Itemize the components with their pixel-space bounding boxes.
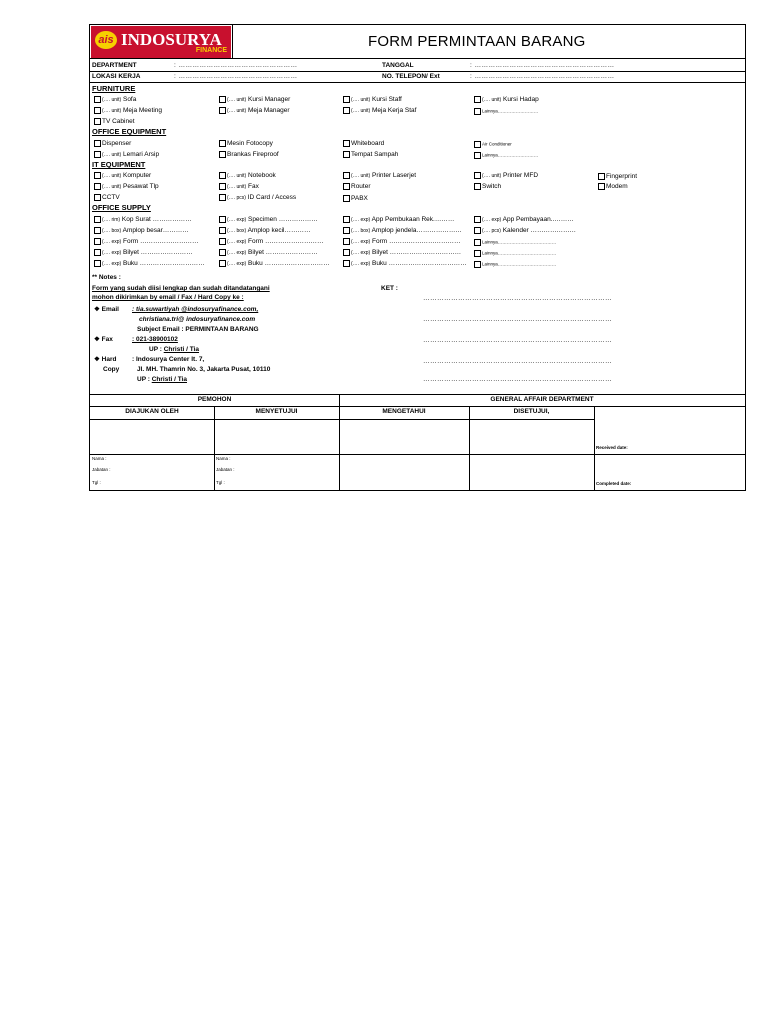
- hard-copy-label-2: Copy: [103, 366, 120, 373]
- section-it-equipment: IT EQUIPMENT: [92, 160, 146, 169]
- diajukan-header: DIAJUKAN OLEH: [125, 408, 179, 415]
- fax-up: UP : Christi / Tia: [149, 346, 199, 353]
- lokasi-label: LOKASI KERJA: [92, 73, 141, 80]
- divider: [90, 71, 745, 72]
- item-printer-mfd[interactable]: (…. unit) Printer MFD: [474, 172, 538, 180]
- divider: [214, 406, 215, 490]
- divider: [594, 406, 595, 490]
- checkbox[interactable]: [94, 118, 101, 125]
- checkbox[interactable]: [219, 249, 226, 256]
- checkbox[interactable]: [343, 260, 350, 267]
- item-specimen[interactable]: (…. exp) Specimen ………………: [219, 216, 318, 224]
- item-app-pembayaan[interactable]: (…. exp) App Pembayaan..………: [474, 216, 574, 224]
- checkbox[interactable]: [343, 238, 350, 245]
- item-amplop-jendela[interactable]: (…. box) Amplop jendela…………………: [343, 227, 462, 235]
- logo-mark: ais: [95, 31, 117, 49]
- hard-copy-label: ❖ Hard: [94, 356, 117, 363]
- department-field[interactable]: : ……………………………………………: [174, 62, 298, 69]
- fax-label: ❖ Fax: [94, 336, 113, 343]
- lokasi-field[interactable]: : ……………………………………………: [174, 73, 298, 80]
- disetujui-header: DISETUJUI,: [513, 408, 550, 415]
- checkbox[interactable]: [219, 183, 226, 190]
- item-cctv[interactable]: CCTV: [94, 194, 120, 202]
- checkbox[interactable]: [598, 173, 605, 180]
- checkbox[interactable]: [343, 172, 350, 179]
- item-buku-3[interactable]: (…. exp) Buku ………………………………: [343, 260, 467, 268]
- divider: [90, 58, 745, 59]
- item-amplop-kecil[interactable]: (…. box) Amplop kecil…………: [219, 227, 310, 235]
- section-office-equipment: OFFICE EQUIPMENT: [92, 127, 167, 136]
- checkbox[interactable]: [219, 238, 226, 245]
- item-kalender[interactable]: (…. pcs) Kalender …………………: [474, 227, 576, 235]
- hard-copy-up: UP : Christi / Tia: [137, 376, 187, 383]
- item-kursi-staff[interactable]: (…. unit) Kursi Staff: [343, 96, 402, 104]
- checkbox[interactable]: [474, 250, 481, 257]
- telepon-field[interactable]: : ……………………………………………………: [470, 73, 615, 80]
- notes-label: ** Notes :: [92, 274, 121, 281]
- checkbox[interactable]: [94, 260, 101, 267]
- item-supply-lainnya-3[interactable]: Lainnya…………………………………: [474, 261, 556, 268]
- checkbox[interactable]: [94, 96, 101, 103]
- jabatan-label-1: Jabatan :: [92, 467, 111, 472]
- nama-label-2: Nama :: [216, 456, 231, 461]
- checkbox[interactable]: [343, 183, 350, 190]
- checkbox[interactable]: [219, 227, 226, 234]
- checkbox[interactable]: [94, 227, 101, 234]
- divider: [469, 406, 470, 490]
- item-pesawat-tlp[interactable]: (…. unit) Pesawat Tlp: [94, 183, 159, 191]
- gad-header: GENERAL AFFAIR DEPARTMENT: [490, 396, 594, 403]
- item-buku-2[interactable]: (…. exp) Buku …………………………: [219, 260, 330, 268]
- item-meja-manager[interactable]: (…. unit) Meja Manager: [219, 107, 290, 115]
- checkbox[interactable]: [474, 261, 481, 268]
- checkbox[interactable]: [474, 152, 481, 159]
- item-sofa[interactable]: (…. unit) Sofa: [94, 96, 136, 104]
- checkbox[interactable]: [94, 107, 101, 114]
- item-bilyet-2[interactable]: (…. exp) Bilyet ……………………: [219, 249, 318, 257]
- checkbox[interactable]: [343, 96, 350, 103]
- department-label: DEPARTMENT: [92, 62, 137, 69]
- email-address-2[interactable]: christiana.tri@ indosuryafinance.com: [139, 316, 256, 323]
- item-form-3[interactable]: (…. exp) Form ……………………………: [343, 238, 460, 246]
- divider: [90, 454, 745, 455]
- divider: [90, 406, 745, 407]
- telepon-label: NO. TELEPON/ Ext: [382, 73, 440, 80]
- ket-line-3[interactable]: ………………………………………………………………………: [423, 337, 612, 344]
- checkbox[interactable]: [219, 194, 226, 201]
- checkbox[interactable]: [94, 194, 101, 201]
- checkbox[interactable]: [474, 183, 481, 190]
- form-title: FORM PERMINTAAN BARANG: [368, 33, 586, 50]
- item-supply-lainnya-2[interactable]: Lainnya…………………………………: [474, 250, 556, 257]
- item-kursi-manager[interactable]: (…. unit) Kursi Manager: [219, 96, 290, 104]
- checkbox[interactable]: [219, 151, 226, 158]
- checkbox[interactable]: [94, 140, 101, 147]
- tanggal-label: TANGGAL: [382, 62, 414, 69]
- item-meja-kerja-staf[interactable]: (…. unit) Meja Kerja Staf: [343, 107, 416, 115]
- checkbox[interactable]: [474, 227, 481, 234]
- divider: [232, 25, 233, 58]
- address-line-1: : Indosurya Center lt. 7,: [132, 356, 205, 363]
- email-label: ❖ Email: [94, 306, 119, 313]
- notes-line-1: Form yang sudah diisi lengkap dan sudah ditandatangani: [92, 285, 270, 292]
- checkbox[interactable]: [598, 183, 605, 190]
- divider: [339, 394, 340, 490]
- checkbox[interactable]: [474, 216, 481, 223]
- item-tv-cabinet[interactable]: TV Cabinet: [94, 118, 135, 126]
- notes-line-2: mohon dikirimkan by email / Fax / Hard Copy ke :: [92, 294, 244, 301]
- item-komputer[interactable]: (…. unit) Komputer: [94, 172, 151, 180]
- divider: [90, 394, 745, 395]
- item-supply-lainnya-1[interactable]: Lainnya…………………………………: [474, 239, 556, 246]
- checkbox[interactable]: [219, 107, 226, 114]
- item-whiteboard[interactable]: Whiteboard: [343, 140, 384, 148]
- item-dispenser[interactable]: Dispenser: [94, 140, 131, 148]
- checkbox[interactable]: [474, 239, 481, 246]
- item-tempat-sampah[interactable]: Tempat Sampah: [343, 151, 398, 159]
- item-modem[interactable]: Modem: [598, 183, 628, 191]
- nama-label-1: Nama :: [92, 456, 107, 461]
- tgl-label-2: Tgl :: [216, 480, 225, 485]
- item-buku[interactable]: (…. exp) Buku …………………………: [94, 260, 205, 268]
- checkbox[interactable]: [219, 96, 226, 103]
- checkbox[interactable]: [343, 140, 350, 147]
- checkbox[interactable]: [343, 151, 350, 158]
- item-air-conditioner[interactable]: Air Conditioner: [474, 141, 512, 148]
- checkbox[interactable]: [343, 249, 350, 256]
- item-switch[interactable]: Switch: [474, 183, 501, 191]
- email-subject: Subject Email : PERMINTAAN BARANG: [137, 326, 259, 333]
- item-bilyet-3[interactable]: (…. exp) Bilyet ……………………………: [343, 249, 461, 257]
- divider: [90, 419, 594, 420]
- tgl-label-1: Tgl :: [92, 480, 101, 485]
- item-brankas[interactable]: Brankas Fireproof: [219, 151, 279, 159]
- email-address-1[interactable]: : tia.suwartiyah @indosuryafinance.com,: [132, 306, 259, 313]
- item-furniture-lainnya[interactable]: Lainnya………………………: [474, 108, 538, 115]
- item-kursi-hadap[interactable]: (…. unit) Kursi Hadap: [474, 96, 539, 104]
- section-furniture: FURNITURE: [92, 84, 136, 93]
- ket-line-1[interactable]: ………………………………………………………………………: [423, 295, 612, 302]
- item-fingerprint[interactable]: Fingerprint: [598, 173, 637, 181]
- checkbox[interactable]: [343, 216, 350, 223]
- checkbox[interactable]: [219, 216, 226, 223]
- address-line-2: Jl. MH. Thamrin No. 3, Jakarta Pusat, 10110: [137, 366, 271, 373]
- item-notebook[interactable]: (…. unit) Notebook: [219, 172, 276, 180]
- item-app-pembukaan[interactable]: (…. exp) App Pembukaan Rek.………: [343, 216, 454, 224]
- checkbox[interactable]: [94, 172, 101, 179]
- checkbox[interactable]: [219, 140, 226, 147]
- item-lemari-arsip[interactable]: (…. unit) Lemari Arsip: [94, 151, 159, 159]
- checkbox[interactable]: [219, 260, 226, 267]
- checkbox[interactable]: [94, 216, 101, 223]
- ket-line-2[interactable]: ………………………………………………………………………: [423, 316, 612, 323]
- jabatan-label-2: Jabatan :: [216, 467, 235, 472]
- ket-label: KET :: [381, 285, 398, 292]
- request-form: [89, 24, 746, 491]
- checkbox[interactable]: [474, 96, 481, 103]
- item-printer-laserjet[interactable]: (…. unit) Printer Laserjet: [343, 172, 416, 180]
- checkbox[interactable]: [94, 183, 101, 190]
- item-kop-surat[interactable]: (…. rim) Kop Surat ………………: [94, 216, 192, 224]
- section-office-supply: OFFICE SUPPLY: [92, 203, 151, 212]
- company-logo: [91, 26, 231, 58]
- checkbox[interactable]: [94, 238, 101, 245]
- item-bilyet[interactable]: (…. exp) Bilyet ……………………: [94, 249, 193, 257]
- tanggal-field[interactable]: : ……………………………………………………: [470, 62, 615, 69]
- checkbox[interactable]: [94, 249, 101, 256]
- item-fax[interactable]: (…. unit) Fax: [219, 183, 259, 191]
- checkbox[interactable]: [343, 107, 350, 114]
- mengetahui-header: MENGETAHUI: [382, 408, 426, 415]
- checkbox[interactable]: [94, 151, 101, 158]
- checkbox[interactable]: [474, 108, 481, 115]
- completed-date[interactable]: Completed date:: [596, 481, 632, 486]
- received-date[interactable]: Received date:: [596, 445, 628, 450]
- item-router[interactable]: Router: [343, 183, 371, 191]
- logo-sub: FINANCE: [195, 47, 227, 54]
- item-meja-meeting[interactable]: (…. unit) Meja Meeting: [94, 107, 162, 115]
- item-id-card[interactable]: (…. pcs) ID Card / Access: [219, 194, 296, 202]
- pemohon-header: PEMOHON: [197, 396, 232, 403]
- item-amplop-besar[interactable]: (…. box) Amplop besar…………: [94, 227, 189, 235]
- checkbox[interactable]: [343, 227, 350, 234]
- item-mesin-fotocopy[interactable]: Mesin Fotocopy: [219, 140, 273, 148]
- item-form[interactable]: (…. exp) Form ………………………: [94, 238, 198, 246]
- item-equipment-lainnya[interactable]: Lainnya………………………: [474, 152, 538, 159]
- checkbox[interactable]: [343, 195, 350, 202]
- ket-line-4[interactable]: ………………………………………………………………………: [423, 358, 612, 365]
- checkbox[interactable]: [219, 172, 226, 179]
- checkbox[interactable]: [474, 141, 481, 148]
- item-pabx[interactable]: PABX: [343, 195, 368, 203]
- menyetujui-header: MENYETUJUI: [255, 408, 298, 415]
- checkbox[interactable]: [474, 172, 481, 179]
- item-form-2[interactable]: (…. exp) Form ………………………: [219, 238, 323, 246]
- ket-line-5[interactable]: ………………………………………………………………………: [423, 376, 612, 383]
- fax-number: : 021-38900102: [132, 336, 178, 343]
- logo-brand: INDOSURYA: [121, 30, 222, 49]
- divider: [90, 82, 745, 83]
